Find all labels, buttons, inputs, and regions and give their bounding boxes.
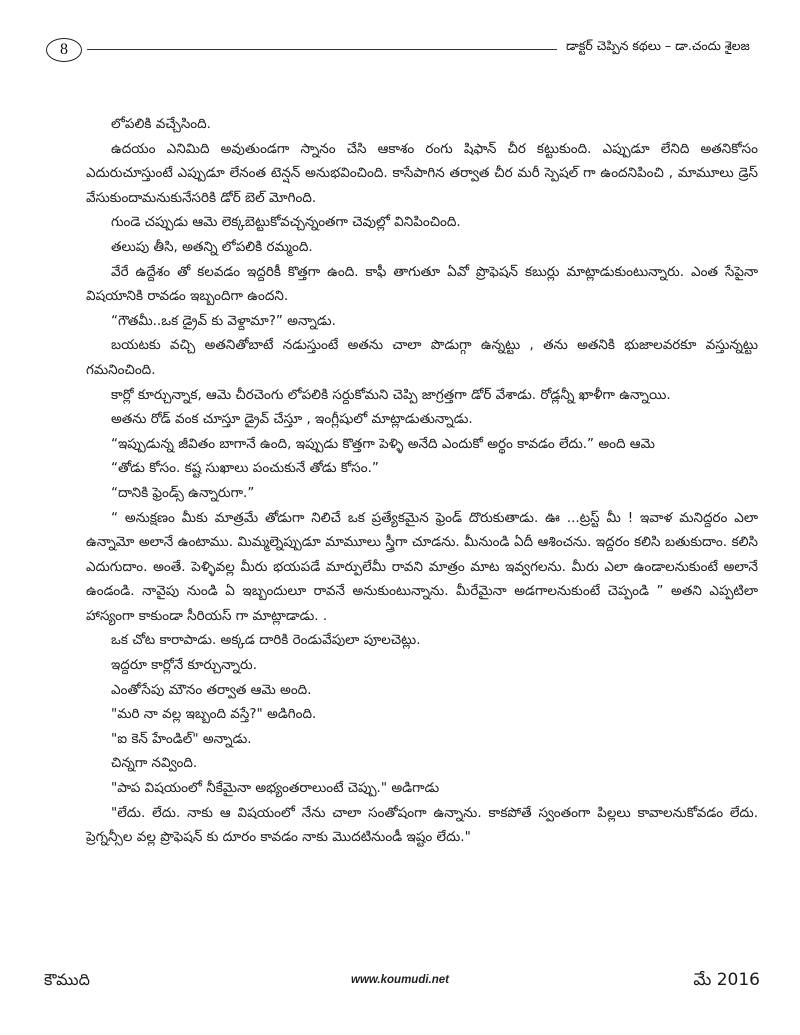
paragraph: “ అనుక్షణం మీకు మాత్రమే తోడుగా నిలిచే ఒక ప్రత్యేకమైన ఫ్రెండ్ దొరుకుతాడు. ఊ ...ట్రస్ట్ మీ ! ఇవాళ మనిద్దరం ఎలా ఉన్నామో అలానే ఉంటాము. మిమ్మల్నెప్పుడూ మామూలు స్త్రీగా చూడను. మీనుండి ఏదీ ఆశించను. ఇద్దరం కలిసి బతుకుదాం. కలిసి ఎదుగుదాం. అంతే. పెళ్ళివల్ల మీరు భయపడే మార్పులేమీ రావని మాత్రం మాట ఇవ్వగలను. మీరు ఎలా ఉండాలనుకుంటే అలానే ఉండండి. నావైపు నుండి ఏ ఇబ్బందులూ రావనే అనుకుంటున్నాను. మీరేమైనా అడగాలనుకుంటే చెప్పండి ” అతని ఎప్పటిలా హాస్యంగా కాకుండా సీరియస్ గా మాట్లాడాడు. . [86,509,758,624]
page-header [46,36,760,64]
page-footer [40,970,760,1000]
paragraph: ఒక చోట కారాపాడు. అక్కడ దారికి రెండువేపులా పూలచెట్లు. [111,632,421,649]
paragraph: “ఇప్పుడున్న జీవితం బాగానే ఉంది, ఇప్పుడు కొత్తగా పెళ్ళి అనేది ఎందుకో అర్థం కావడం లేదు.” అంది ఆమె [111,435,655,452]
header-rule-divider [87,49,557,50]
paragraph: ఉదయం ఎనిమిది అవుతుండగా స్నానం చేసి ఆకాశం రంగు షిఫాన్ చీర కట్టుకుంది. ఎప్పుడూ లేనిది అతనికోసం ఎదురుచూస్తుంటే ఎప్పుడూ లేనంత టెన్షన్ అనుభవించింది. కాసేపాగిన తర్వాత చీర మరీ స్పెషల్ గా ఉందనిపించి , మామూలు డ్రెస్ వేసుకుందామనుకునేసరికి డోర్ బెల్ మోగింది. [86,140,758,206]
paragraph: లోపలికి వచ్చేసింది. [111,116,211,132]
paragraph: ఎంతోసేపు మౌనం తర్వాత ఆమె అంది. [111,681,312,698]
paragraph: "పాప విషయంలో నీకేమైనా అభ్యంతరాలుంటే చెప్పు." అడిగాడు [111,780,440,797]
paragraph: బయటకు వచ్చి అతనితోబాటే నడుస్తుంటే అతను చాలా పొడుగ్గా ఉన్నట్టు , తను అతనికి భుజాలవరకూ వస్తున్నట్టు గమనించింది. [86,337,758,378]
paragraph: ఇద్దరూ కార్లోనే కూర్చున్నారు. [111,657,258,674]
issue-date: మే 2016 [693,970,760,990]
paragraph: తలుపు తీసి, అతన్ని లోపలికి రమ్మంది. [111,238,313,255]
article-body [86,112,758,850]
paragraph: అతను రోడ్ వంక చూస్తూ డ్రైవ్ చేస్తూ , ఇంగ్లీషులో మాట్లాడుతున్నాడు. [111,411,473,428]
paragraph: “తోడు కోసం. కష్ట సుఖాలు పంచుకునే తోడు కోసం.” [111,460,379,477]
running-title: డాక్టర్ చెప్పిన కథలు – డా.చందు శైలజ [566,38,750,53]
paragraph: "లేదు. లేదు. నాకు ఆ విషయంలో నేను చాలా సంతోషంగా ఉన్నాను. కాకపోతే స్వంతంగా పిల్లలు కావాలనుకోవడం లేదు. ప్రెగ్నన్సీల వల్ల ప్రొఫెషన్ కు దూరం కావడం నాకు మొదటినుండీ ఇష్టం లేదు." [86,804,758,846]
paragraph: “దానికి ఫ్రెండ్స్ ఉన్నారుగా.” [111,484,255,501]
magazine-brand-logo: కౌముది [44,970,90,989]
paragraph: "మరి నా వల్ల ఇబ్బంది వస్తే?" అడిగింది. [111,706,317,723]
paragraph: వేరే ఉద్దేశం తో కలవడం ఇద్దరికీ కొత్తగా ఉంది. కాఫీ తాగుతూ ఏవో ప్రొఫెషన్ కబుర్లు మాట్లాడుకుంటున్నారు. ఎంత సేపైనా విషయానికి రావడం ఇబ్బందిగా ఉందని. [86,263,758,305]
paragraph: "ఐ కెన్ హేండిల్" అన్నాడు. [111,730,252,747]
paragraph: గుండె చప్పుడు ఆమె లెక్కబెట్టుకోవచ్చన్నంతగా చెవుల్లో వినిపించింది. [111,214,461,231]
paragraph: చిన్నగా నవ్వింది. [111,755,198,772]
page-number-badge: 8 [46,38,82,62]
website-link[interactable]: www.koumudi.net [351,974,449,986]
paragraph: కార్లో కూర్చున్నాక, ఆమె చీరచెంగు లోపలికి సర్దుకోమని చెప్పి జాగ్రత్తగా డోర్ వేశాడు. రోడ్లన్నీ ఖాళీగా ఉన్నాయి. [111,386,671,403]
paragraph: “గౌతమీ..ఒక డ్రైవ్ కు వెళ్దామా?” అన్నాడు. [111,312,336,329]
